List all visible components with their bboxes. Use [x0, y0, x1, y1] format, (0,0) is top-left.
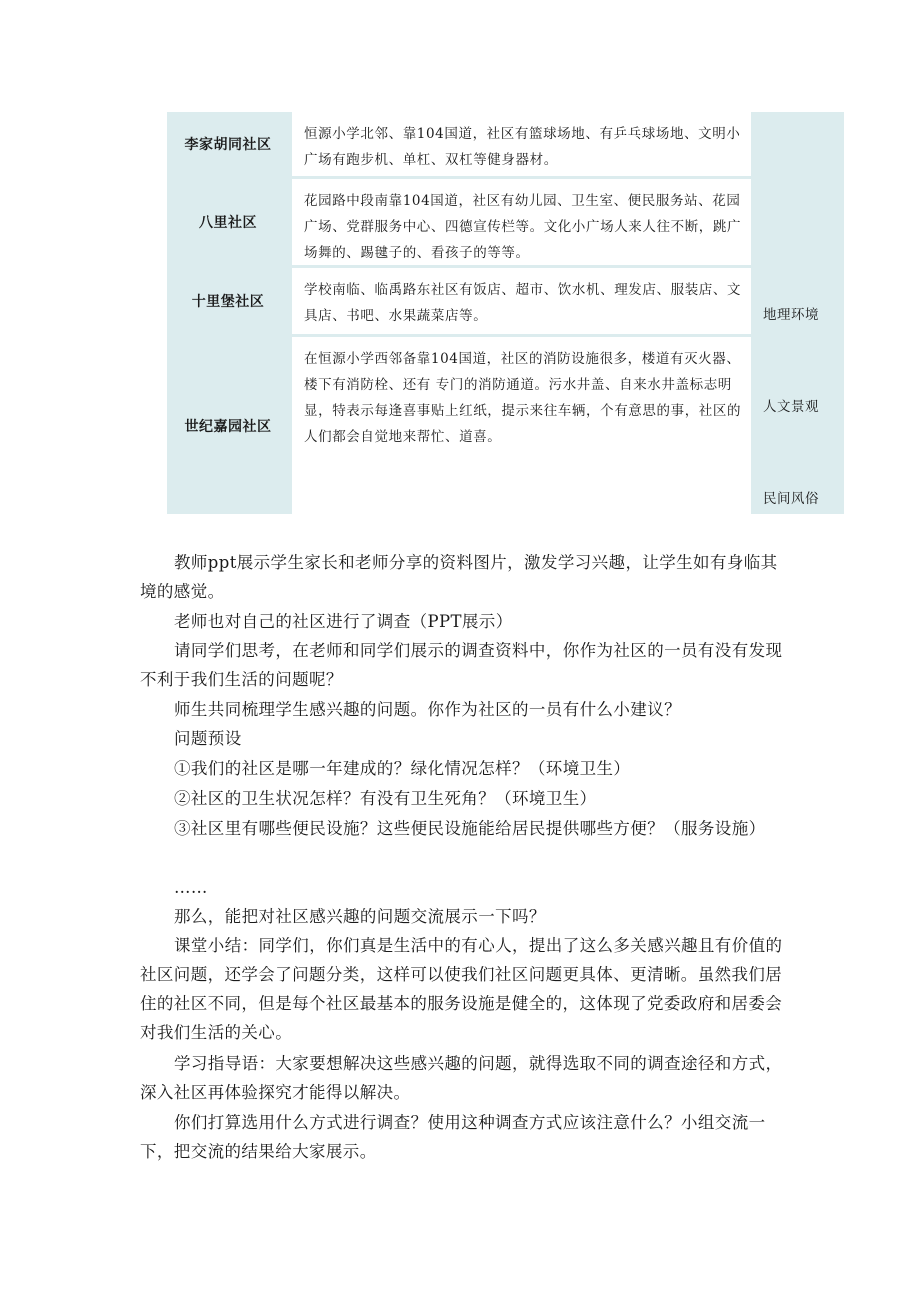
body-paragraph: 请同学们思考，在老师和同学们展示的调查资料中，你作为社区的一员有没有发现不利于我们生活的问题呢？: [140, 641, 783, 689]
body-paragraph: ②社区的卫生状况怎样？有没有卫生死角？（环境卫生）: [174, 789, 597, 808]
body-paragraph: 老师也对自己的社区进行了调查（PPT展示）: [174, 612, 513, 631]
table-row: [167, 337, 751, 514]
class-summary-paragraph: 课堂小结：同学们，你们真是生活中的有心人，提出了这么多关感兴趣且有价值的社区问题，还学会了问题分类，这样可以使我们社区问题更具体、更清晰。虽然我们居住的社区不同，但是每个社区最基本的服务设施是健全的，这体现了党委政府和居委会对我们生活的关心。: [140, 936, 783, 1042]
table-row: [167, 179, 751, 265]
table-row: [167, 268, 751, 334]
body-paragraph: 教师ppt展示学生家长和老师分享的资料图片，激发学习兴趣，让学生如有身临其境的感觉。: [140, 553, 778, 601]
body-paragraph: ③社区里有哪些便民设施？这些便民设施能给居民提供哪些方便？（服务设施）: [174, 819, 766, 838]
community-description: 在恒源小学西邻备靠104国道，社区的消防设施很多，楼道有灭火器、楼下有消防栓、还有 专门的消防通道。污水井盖、自来水井盖标志明显，特表示每逢喜事贴上红纸，提示来往车辆，个有意思的事，社区的人们都会自觉地来帮忙、道喜。: [292, 337, 751, 514]
body-paragraph: 师生共同梳理学生感兴趣的问题。你作为社区的一员有什么小建议？: [174, 700, 681, 719]
community-name: 世纪嘉园社区: [184, 418, 272, 435]
category-tag: 地理环境: [763, 307, 819, 323]
community-description: 花园路中段南靠104国道，社区有幼儿园、卫生室、便民服务站、花园广场、党群服务中心、四德宣传栏等。文化小广场人来人往不断，跳广场舞的、踢毽子的、看孩子的等等。: [292, 179, 751, 265]
body-paragraph: ①我们的社区是哪一年建成的？绿化情况怎样？（环境卫生）: [174, 759, 631, 778]
community-name: 十里堡社区: [191, 294, 265, 310]
community-survey-table: [167, 112, 844, 514]
ellipsis: ……: [174, 878, 208, 897]
table-row: [167, 112, 751, 176]
community-description: 学校南临、临禹路东社区有饭店、超市、饮水机、理发店、服装店、文具店、书吧、水果蔬菜店等。: [292, 268, 751, 334]
category-column: [751, 112, 844, 514]
body-paragraph: 你们打算选用什么方式进行调查？使用这种调查方式应该注意什么？小组交流一下，把交流的结果给大家展示。: [140, 1113, 766, 1161]
body-paragraph: 那么，能把对社区感兴趣的问题交流展示一下吗？: [174, 907, 546, 926]
guidance-paragraph: 学习指导语：大家要想解决这些感兴趣的问题，就得选取不同的调查途径和方式，深入社区再体验探究才能得以解决。: [140, 1054, 783, 1102]
community-name: 八里社区: [199, 215, 257, 231]
community-description: 恒源小学北邻、靠104国道，社区有篮球场地、有乒乓球场地、文明小广场有跑步机、单杠、双杠等健身器材。: [292, 112, 751, 176]
category-tag: 民间风俗: [763, 491, 819, 507]
body-paragraph: 问题预设: [174, 729, 242, 748]
category-tag: 人文景观: [763, 399, 819, 415]
community-name: 李家胡同社区: [184, 137, 272, 153]
